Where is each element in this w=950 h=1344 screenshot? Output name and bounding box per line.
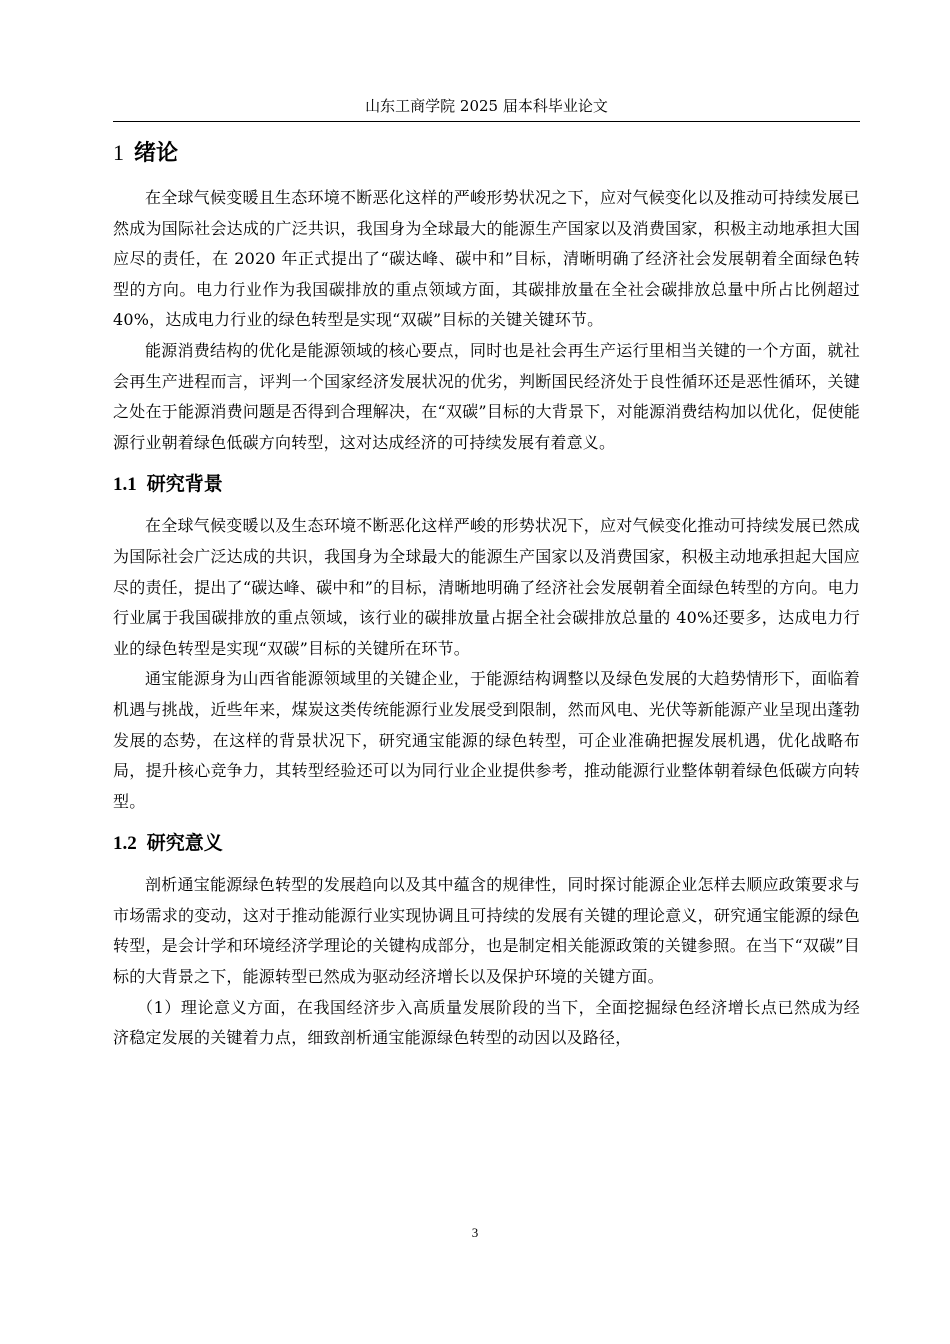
- significance-paragraph-2: （1）理论意义方面，在我国经济步入高质量发展阶段的当下，全面挖掘绿色经济增长点已然成为经济稳定发展的关键着力点，细致剖析通宝能源绿色转型的动因以及路径，: [113, 997, 860, 1048]
- section-number: 1.1: [113, 474, 137, 496]
- running-header: 山东工商学院 2025 届本科毕业论文: [365, 97, 608, 115]
- section-title: 研究背景: [146, 473, 223, 496]
- chapter-number: 1: [113, 140, 124, 165]
- page-body: [113, 134, 860, 1054]
- section-heading-research-significance: [113, 825, 860, 862]
- intro-paragraph-1: 在全球气候变暖且生态环境不断恶化这样的严峻形势状况之下，应对气候变化以及推动可持续发展已然成为国际社会达成的广泛共识，我国身为全球最大的能源生产国家以及消费国家，积极主动地承担大国应尽的责任，在 2020 年正式提出了“碳达峰、碳中和”目标，清晰明确了经济社会发展朝着全面绿色转型的方向。电力行业作为我国碳排放的重点领域方面，其碳排放量在全社会碳排放总量中所占比例超过 40%，达成电力行业的绿色转型是实现“双碳”目标的关键关键环节。: [113, 188, 860, 330]
- chapter-title: 绪论: [134, 141, 179, 166]
- significance-paragraph-1: 剖析通宝能源绿色转型的发展趋向以及其中蕴含的规律性，同时探讨能源企业怎样去顺应政策要求与市场需求的变动，这对于推动能源行业实现协调且可持续的发展有关键的理论意义，研究通宝能源的绿色转型，是会计学和环境经济学理论的关键构成部分，也是制定相关能源政策的关键参照。在当下“双碳”目标的大背景之下，能源转型已然成为驱动经济增长以及保护环境的关键方面。: [113, 875, 860, 987]
- page-number: 3: [471, 1225, 479, 1240]
- background-paragraph-2: 通宝能源身为山西省能源领域里的关键企业，于能源结构调整以及绿色发展的大趋势情形下，面临着机遇与挑战，近些年来，煤炭这类传统能源行业发展受到限制，然而风电、光伏等新能源产业呈现出蓬勃发展的态势，在这样的背景状况下，研究通宝能源的绿色转型，可企业准确把握发展机遇，优化战略布局，提升核心竞争力，其转型经验还可以为同行业企业提供参考，推动能源行业整体朝着绿色低碳方向转型。: [113, 669, 860, 811]
- section-heading-research-background: [113, 466, 860, 503]
- chapter-heading: [113, 134, 860, 173]
- background-paragraph-1: 在全球气候变暖以及生态环境不断恶化这样严峻的形势状况下，应对气候变化推动可持续发展已然成为国际社会广泛达成的共识，我国身为全球最大的能源生产国家以及消费国家，积极主动地承担起大国应尽的责任，提出了“碳达峰、碳中和”的目标，清晰地明确了经济社会发展朝着全面绿色转型的方向。电力行业属于我国碳排放的重点领域，该行业的碳排放量占据全社会碳排放总量的 40%还要多，达成电力行业的绿色转型是实现“双碳”目标的关键所在环节。: [113, 516, 860, 658]
- intro-paragraph-2: 能源消费结构的优化是能源领域的核心要点，同时也是社会再生产运行里相当关键的一个方面，就社会再生产进程而言，评判一个国家经济发展状况的优劣，判断国民经济处于良性循环还是恶性循环，关键之处在于能源消费问题是否得到合理解决，在“双碳”目标的大背景下，对能源消费结构加以优化，促使能源行业朝着绿色低碳方向转型，这对达成经济的可持续发展有着意义。: [113, 340, 860, 452]
- section-title: 研究意义: [146, 832, 223, 855]
- section-number: 1.2: [113, 833, 137, 855]
- header-divider: [113, 121, 860, 122]
